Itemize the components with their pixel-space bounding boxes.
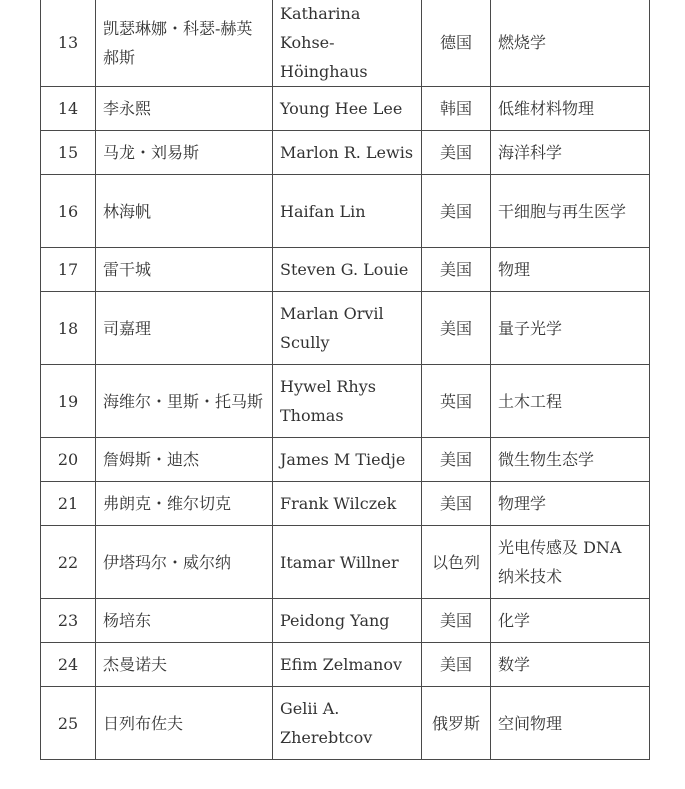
research-field: 燃烧学: [491, 0, 650, 87]
english-name: Peidong Yang: [273, 599, 422, 643]
english-name: Efim Zelmanov: [273, 643, 422, 687]
research-field: 干细胞与再生医学: [491, 175, 650, 248]
country: 美国: [422, 643, 491, 687]
table-row: [41, 131, 650, 175]
row-number: 24: [41, 643, 96, 687]
chinese-name: 日列布佐夫: [96, 687, 273, 760]
chinese-name: 凯瑟琳娜・科瑟-赫英郝斯: [96, 0, 273, 87]
table-row: [41, 292, 650, 365]
row-number: 25: [41, 687, 96, 760]
country: 美国: [422, 248, 491, 292]
research-field: 海洋科学: [491, 131, 650, 175]
english-name: Marlon R. Lewis: [273, 131, 422, 175]
table-row: [41, 643, 650, 687]
english-name: Steven G. Louie: [273, 248, 422, 292]
row-number: 23: [41, 599, 96, 643]
row-number: 13: [41, 0, 96, 87]
country: 英国: [422, 365, 491, 438]
chinese-name: 杨培东: [96, 599, 273, 643]
table-row: [41, 438, 650, 482]
table-row: [41, 0, 650, 87]
country: 美国: [422, 438, 491, 482]
chinese-name: 司嘉理: [96, 292, 273, 365]
english-name: Hywel Rhys Thomas: [273, 365, 422, 438]
table-row: [41, 687, 650, 760]
research-field: 物理: [491, 248, 650, 292]
table-body: [41, 0, 650, 760]
chinese-name: 杰曼诺夫: [96, 643, 273, 687]
chinese-name: 伊塔玛尔・威尔纳: [96, 526, 273, 599]
row-number: 17: [41, 248, 96, 292]
table-row: [41, 365, 650, 438]
chinese-name: 马龙・刘易斯: [96, 131, 273, 175]
english-name: Gelii A. Zherebtcov: [273, 687, 422, 760]
research-field: 物理学: [491, 482, 650, 526]
country: 美国: [422, 482, 491, 526]
english-name: Katharina Kohse-Höinghaus: [273, 0, 422, 87]
research-field: 空间物理: [491, 687, 650, 760]
row-number: 18: [41, 292, 96, 365]
country: 俄罗斯: [422, 687, 491, 760]
chinese-name: 雷干城: [96, 248, 273, 292]
english-name: Haifan Lin: [273, 175, 422, 248]
country: 美国: [422, 292, 491, 365]
table-row: [41, 526, 650, 599]
table-row: [41, 599, 650, 643]
scientist-table: [40, 0, 650, 760]
english-name: Frank Wilczek: [273, 482, 422, 526]
research-field: 低维材料物理: [491, 87, 650, 131]
row-number: 15: [41, 131, 96, 175]
row-number: 14: [41, 87, 96, 131]
research-field: 化学: [491, 599, 650, 643]
row-number: 20: [41, 438, 96, 482]
table-row: [41, 482, 650, 526]
english-name: Marlan Orvil Scully: [273, 292, 422, 365]
table-row: [41, 248, 650, 292]
research-field: 土木工程: [491, 365, 650, 438]
country: 美国: [422, 131, 491, 175]
research-field: 光电传感及 DNA 纳米技术: [491, 526, 650, 599]
research-field: 量子光学: [491, 292, 650, 365]
table-row: [41, 87, 650, 131]
chinese-name: 海维尔・里斯・托马斯: [96, 365, 273, 438]
research-field: 微生物生态学: [491, 438, 650, 482]
english-name: Itamar Willner: [273, 526, 422, 599]
chinese-name: 林海帆: [96, 175, 273, 248]
chinese-name: 詹姆斯・迪杰: [96, 438, 273, 482]
country: 美国: [422, 175, 491, 248]
english-name: James M Tiedje: [273, 438, 422, 482]
country: 德国: [422, 0, 491, 87]
chinese-name: 弗朗克・维尔切克: [96, 482, 273, 526]
country: 以色列: [422, 526, 491, 599]
chinese-name: 李永熙: [96, 87, 273, 131]
row-number: 21: [41, 482, 96, 526]
row-number: 19: [41, 365, 96, 438]
country: 韩国: [422, 87, 491, 131]
english-name: Young Hee Lee: [273, 87, 422, 131]
row-number: 16: [41, 175, 96, 248]
country: 美国: [422, 599, 491, 643]
table-row: [41, 175, 650, 248]
research-field: 数学: [491, 643, 650, 687]
row-number: 22: [41, 526, 96, 599]
